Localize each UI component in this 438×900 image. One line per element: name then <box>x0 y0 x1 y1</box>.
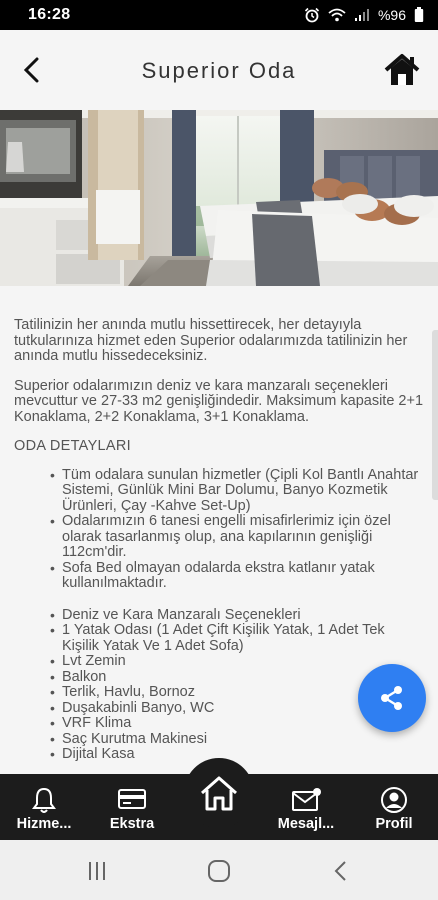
list-item: • Balkon <box>62 670 424 686</box>
list-item: • Dijital Kasa <box>62 747 424 763</box>
section-title: ODA DETAYLARI <box>14 438 131 454</box>
list-item: • Saç Kurutma Makinesi <box>62 732 424 748</box>
wifi-icon <box>328 8 346 22</box>
intro-paragraph: Tatilinizin her anında mutlu hissettirecek, her detayıyla tutkularınıza hizmet eden Superior odalarımızda tatilinizin her anında mutlu hissedeceksiniz. <box>14 317 408 364</box>
list-item: • Tüm odalara sunulan hizmetler (Çipli Kol Bantlı Anahtar Sistemi, Günlük Mini Bar Dolumu, Banyo Kozmetik Ürünleri, Çay -Kahve Set-Up) <box>62 468 424 515</box>
home-icon <box>199 774 239 812</box>
battery-icon <box>414 7 424 23</box>
alarm-icon <box>304 7 320 23</box>
system-back-button[interactable] <box>326 858 356 884</box>
mail-icon <box>290 786 322 814</box>
page-title: Superior Oda <box>141 58 297 83</box>
room-photo <box>0 110 438 286</box>
system-back-icon <box>332 860 350 882</box>
signal-icon <box>354 8 370 22</box>
share-button[interactable] <box>358 664 426 732</box>
home-button[interactable] <box>382 50 422 90</box>
list-item: • VRF Klima <box>62 716 424 732</box>
nav-item-extra[interactable] <box>92 774 172 840</box>
nav-item-profile[interactable] <box>354 774 434 840</box>
recent-apps-icon <box>86 860 108 882</box>
bell-icon <box>31 786 57 814</box>
profile-icon <box>380 786 408 814</box>
home-icon <box>384 53 420 87</box>
service-list <box>14 468 424 592</box>
description-paragraph: Superior odalarımızın deniz ve kara manzaralı seçenekleri mevcuttur ve 27-33 m2 genişliğindedir. Maksimum kapasite 2+1 Konaklama, 2+2 Konaklama, 3+1 Konaklama. <box>14 377 424 425</box>
share-icon <box>378 684 406 712</box>
nav-item-services[interactable] <box>4 774 84 840</box>
nav-item-messages[interactable] <box>266 774 346 840</box>
status-time: 16:28 <box>28 6 71 23</box>
nav-label: Ekstra <box>109 816 155 832</box>
list-item: • Sofa Bed olmayan odalarda ekstra katlanır yatak kullanılmaktadır. <box>62 561 424 592</box>
list-item: • Duşakabinli Banyo, WC <box>62 701 424 717</box>
card-icon <box>117 786 147 812</box>
nav-label: Profil <box>375 816 413 832</box>
recent-apps-button[interactable] <box>82 858 112 884</box>
list-item: • Terlik, Havlu, Bornoz <box>62 685 424 701</box>
system-home-icon <box>207 859 231 883</box>
status-icons <box>304 7 424 23</box>
nav-label: Hizme... <box>16 816 72 832</box>
status-bar <box>0 0 438 30</box>
list-item: • Lvt Zemin <box>62 654 424 670</box>
list-item: • Odalarımızın 6 tanesi engelli misafirlerimiz için özel olarak tasarlanmış olup, ana kapılarının genişliği 112cm'dir. <box>62 514 424 561</box>
battery-percent: %96 <box>377 7 406 23</box>
nav-item-home[interactable] <box>184 758 254 828</box>
list-item: • 1 Yatak Odası (1 Adet Çift Kişilik Yatak, 1 Adet Tek Kişilik Yatak Ve 1 Adet Sofa) <box>62 623 424 654</box>
list-item: • Deniz ve Kara Manzaralı Seçenekleri <box>62 608 424 624</box>
system-home-button[interactable] <box>204 858 234 884</box>
nav-label: Mesajl... <box>277 816 335 832</box>
app-header <box>0 30 438 110</box>
scrollbar[interactable] <box>432 330 438 500</box>
system-navigation-bar <box>0 840 438 900</box>
